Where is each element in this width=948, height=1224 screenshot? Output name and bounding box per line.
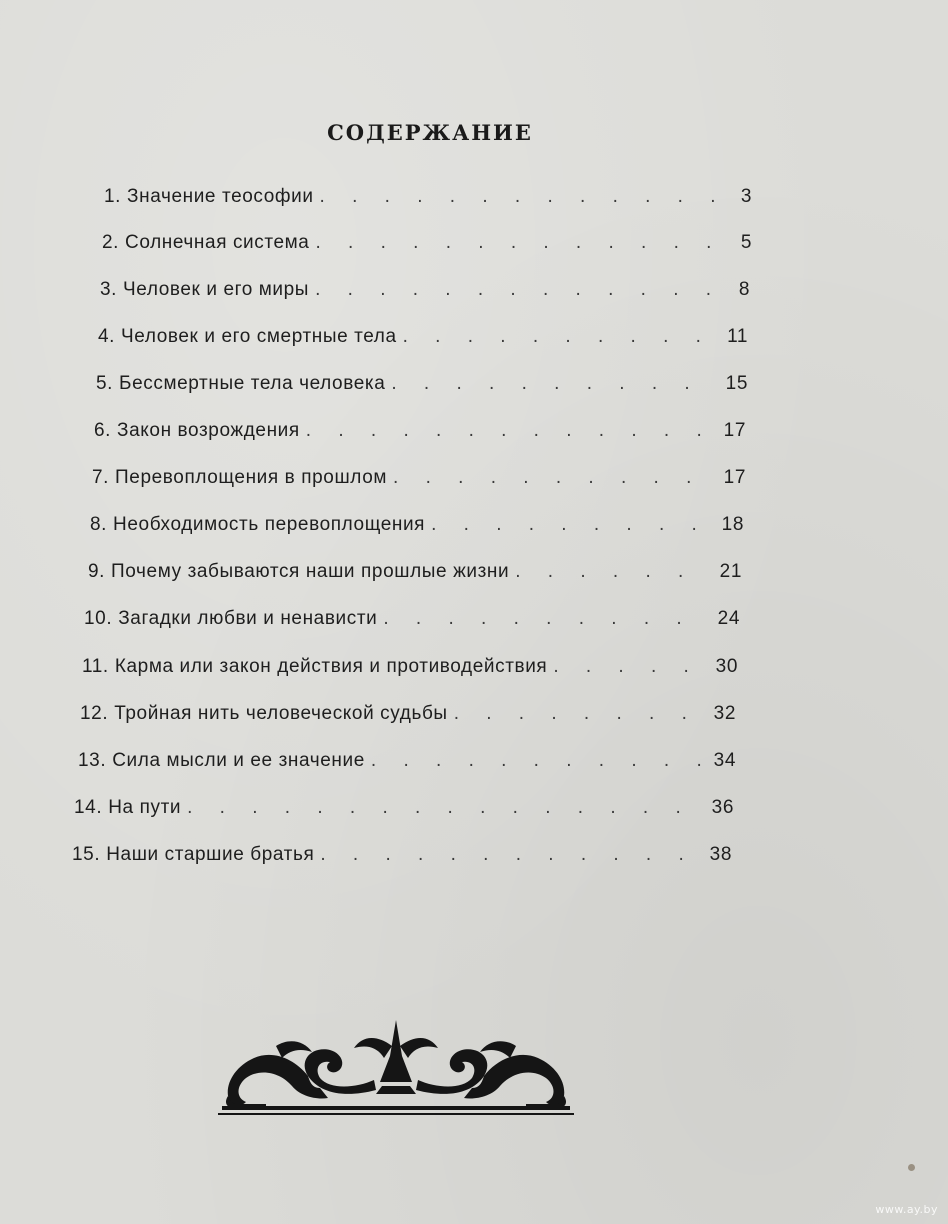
toc-entry-title: Человек и его миры bbox=[123, 279, 310, 300]
toc-entry-number: 10. bbox=[84, 608, 113, 629]
toc-entry-page: 34 bbox=[713, 750, 736, 771]
toc-entry-page: 38 bbox=[709, 844, 732, 865]
toc-entry-title: Загадки любви и ненависти bbox=[118, 608, 378, 629]
toc-entry-number: 3. bbox=[100, 279, 118, 300]
dot-leader bbox=[403, 326, 716, 348]
dot-leader bbox=[391, 373, 716, 395]
dot-leader bbox=[306, 420, 714, 442]
toc-entry-title: Закон возрождения bbox=[117, 420, 300, 441]
toc-entry-4 bbox=[98, 326, 748, 356]
dot-leader bbox=[371, 750, 704, 772]
toc-entry-number: 1. bbox=[104, 186, 122, 207]
dot-leader bbox=[320, 186, 720, 208]
toc-entry-title: Наши старшие братья bbox=[106, 844, 315, 865]
toc-entry-number: 7. bbox=[92, 467, 110, 488]
dot-leader bbox=[553, 656, 706, 678]
toc-entry-number: 15. bbox=[72, 844, 101, 865]
toc-entry-number: 4. bbox=[98, 326, 116, 347]
toc-entry-number: 14. bbox=[74, 797, 103, 818]
toc-entry-11 bbox=[82, 656, 738, 686]
toc-entry-title: На пути bbox=[108, 797, 182, 818]
toc-entry-12 bbox=[80, 703, 736, 733]
toc-entry-number: 11. bbox=[82, 656, 109, 677]
toc-entry-6 bbox=[94, 420, 746, 450]
toc-entry-14 bbox=[74, 797, 734, 827]
toc-entry-2 bbox=[102, 232, 752, 262]
toc-entry-number: 13. bbox=[78, 750, 107, 771]
dot-leader bbox=[315, 279, 718, 301]
toc-entry-page: 11 bbox=[727, 326, 748, 347]
toc-entry-7 bbox=[92, 467, 746, 497]
toc-entry-title: Солнечная система bbox=[125, 232, 310, 253]
toc-entry-5 bbox=[96, 373, 748, 403]
toc-entry-page: 30 bbox=[715, 656, 738, 677]
toc-entry-number: 12. bbox=[80, 703, 109, 724]
toc-entry-title: Человек и его смертные тела bbox=[121, 326, 397, 347]
toc-entry-page: 32 bbox=[713, 703, 736, 724]
toc-entry-10 bbox=[84, 608, 740, 638]
paper-stain bbox=[908, 1164, 915, 1171]
toc-entry-number: 9. bbox=[88, 561, 106, 582]
toc-entry-page: 8 bbox=[738, 279, 750, 300]
toc-entry-title: Перевоплощения в прошлом bbox=[115, 467, 388, 488]
toc-entry-page: 3 bbox=[740, 186, 752, 207]
toc-entry-title: Значение теософии bbox=[127, 186, 314, 207]
toc-entry-1 bbox=[104, 186, 752, 216]
dot-leader bbox=[187, 797, 702, 819]
toc-entry-title: Почему забываются наши прошлые жизни bbox=[111, 561, 510, 582]
toc-entry-number: 5. bbox=[96, 373, 114, 394]
toc-entry-page: 24 bbox=[717, 608, 740, 629]
toc-entry-8 bbox=[90, 514, 744, 544]
toc-entry-page: 21 bbox=[719, 561, 742, 582]
toc-entry-title: Необходимость перевоплощения bbox=[113, 514, 426, 535]
watermark: www.ay.by bbox=[875, 1203, 938, 1216]
floral-ornament-icon bbox=[216, 1016, 576, 1120]
toc-entry-title: Карма или закон действия и противодействия bbox=[114, 656, 548, 677]
toc-entry-15 bbox=[72, 844, 732, 874]
toc-entry-page: 17 bbox=[723, 467, 746, 488]
page-title: СОДЕРЖАНИЕ bbox=[327, 120, 533, 145]
dot-leader bbox=[320, 844, 700, 866]
toc-entry-title: Бессмертные тела человека bbox=[119, 373, 386, 394]
toc-entry-number: 6. bbox=[94, 420, 112, 441]
dot-leader bbox=[454, 703, 704, 725]
toc-entry-page: 5 bbox=[740, 232, 752, 253]
toc-entry-page: 17 bbox=[723, 420, 746, 441]
dot-leader bbox=[431, 514, 712, 536]
toc-entry-page: 18 bbox=[721, 514, 744, 535]
toc-entry-9 bbox=[88, 561, 742, 591]
toc-entry-13 bbox=[78, 750, 736, 780]
dot-leader bbox=[515, 561, 710, 583]
dot-leader bbox=[383, 608, 708, 630]
toc-entry-page: 15 bbox=[725, 373, 748, 394]
toc-entry-number: 2. bbox=[102, 232, 120, 253]
dot-leader bbox=[393, 467, 714, 489]
toc-entry-page: 36 bbox=[711, 797, 734, 818]
toc-entry-title: Сила мысли и ее значение bbox=[112, 750, 365, 771]
toc-entry-title: Тройная нить человеческой судьбы bbox=[114, 703, 448, 724]
dot-leader bbox=[315, 232, 720, 254]
toc-entry-number: 8. bbox=[90, 514, 108, 535]
toc-entry-3 bbox=[100, 279, 750, 309]
